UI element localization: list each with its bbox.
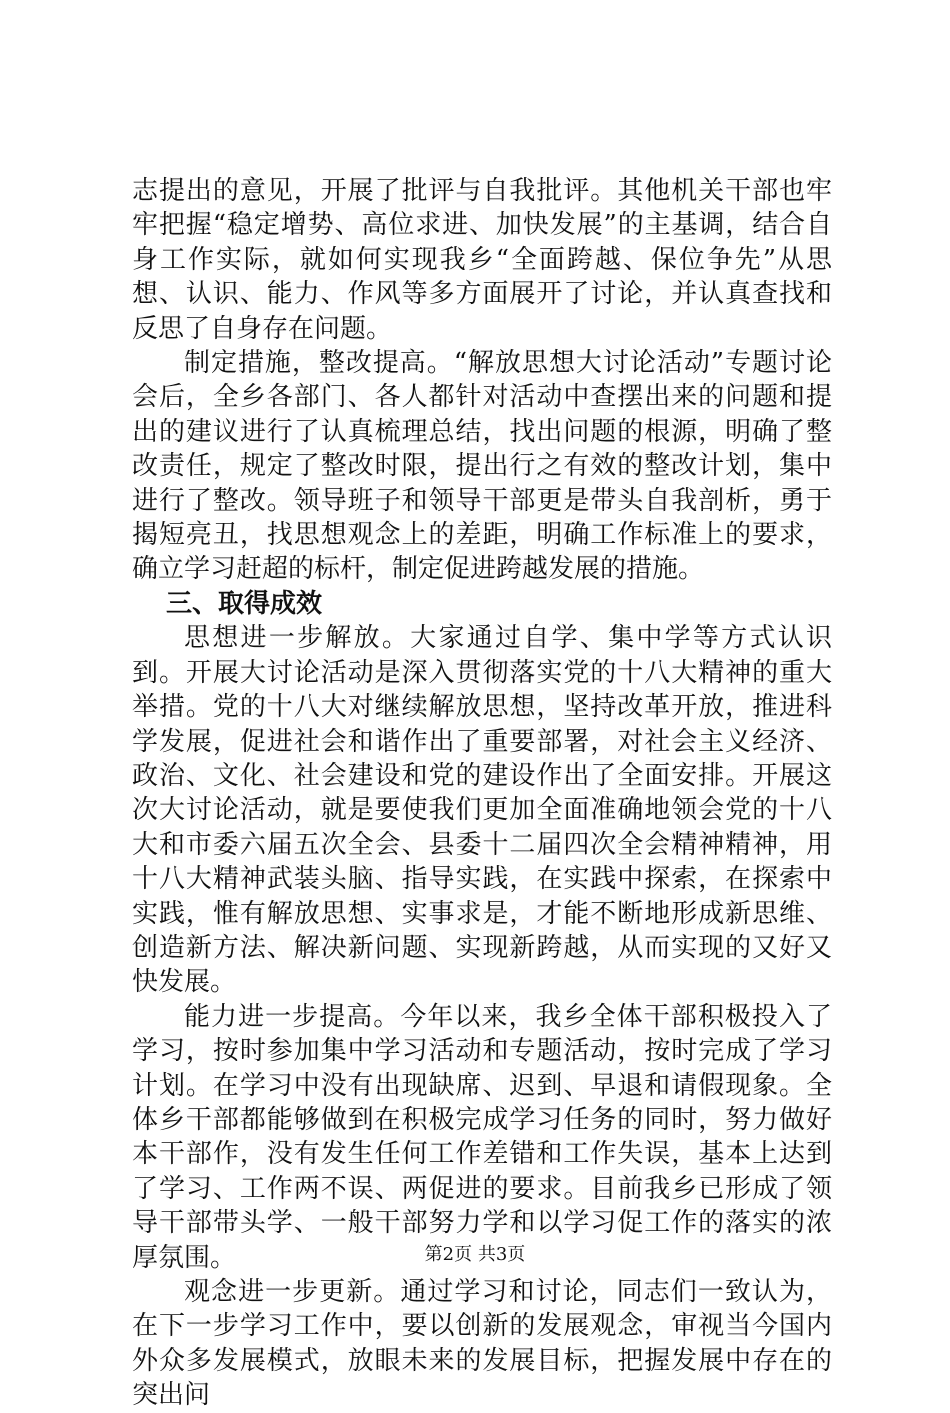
paragraph-ability: 能力进一步提高。今年以来，我乡全体干部积极投入了学习，按时参加集中学习活动和专题活动，按时完成了学习计划。在学习中没有出现缺席、迟到、早退和请假现象。全体乡干部都能够做到在积极完成学习任务的同时，努力做好本干部作，没有发生任何工作差错和工作失误，基本上达到了学习、工作两不误、两促进的要求。目前我乡已形成了领导干部带头学、一般干部努力学和以学习促工作的落实的浓厚氛围。 — [132, 1001, 832, 1273]
paragraph-concept: 观念进一步更新。通过学习和讨论，同志们一致认为，在下一步学习工作中，要以创新的发展观念，审视当今国内外众多发展模式，放眼未来的发展目标，把握发展中存在的突出问 — [132, 1277, 832, 1411]
section-heading-results: 三、取得成效 — [166, 588, 323, 619]
page-footer: 第2页 共3页 — [424, 1244, 526, 1265]
document-body — [132, 174, 832, 1413]
paragraph-continuation: 志提出的意见，开展了批评与自我批评。其他机关干部也牢牢把握“稳定增势、高位求进、加快发展”的主基调，结合自身工作实际，就如何实现我乡“全面跨越、保位争先”从思想、认识、能力、作风等多方面展开了讨论，并认真查找和反思了自身存在问题。 — [132, 176, 832, 344]
paragraph-thought: 思想进一步解放。大家通过自学、集中学等方式认识到。开展大讨论活动是深入贯彻落实党的十八大精神的重大举措。党的十八大对继续解放思想，坚持改革开放，推进科学发展，促进社会和谐作出了重要部署，对社会主义经济、政治、文化、社会建设和党的建设作出了全面安排。开展这次大讨论活动，就是要使我们更加全面准确地领会党的十八大和市委六届五次全会、县委十二届四次全会精神精神，用十八大精神武装头脑、指导实践，在实践中探索，在探索中实践，惟有解放思想、实事求是，才能不断地形成新思维、创造新方法、解决新问题、实现新跨越，从而实现的又好又快发展。 — [132, 623, 832, 998]
paragraph-measures: 制定措施，整改提高。“解放思想大讨论活动”专题讨论会后，全乡各部门、各人都针对活动中查摆出来的问题和提出的建议进行了认真梳理总结，找出问题的根源，明确了整改责任，规定了整改时限，提出行之有效的整改计划，集中进行了整改。领导班子和领导干部更是带头自我剖析，勇于揭短亮丑，找思想观念上的差距，明确工作标准上的要求，确立学习赶超的标杆，制定促进跨越发展的措施。 — [132, 348, 832, 585]
